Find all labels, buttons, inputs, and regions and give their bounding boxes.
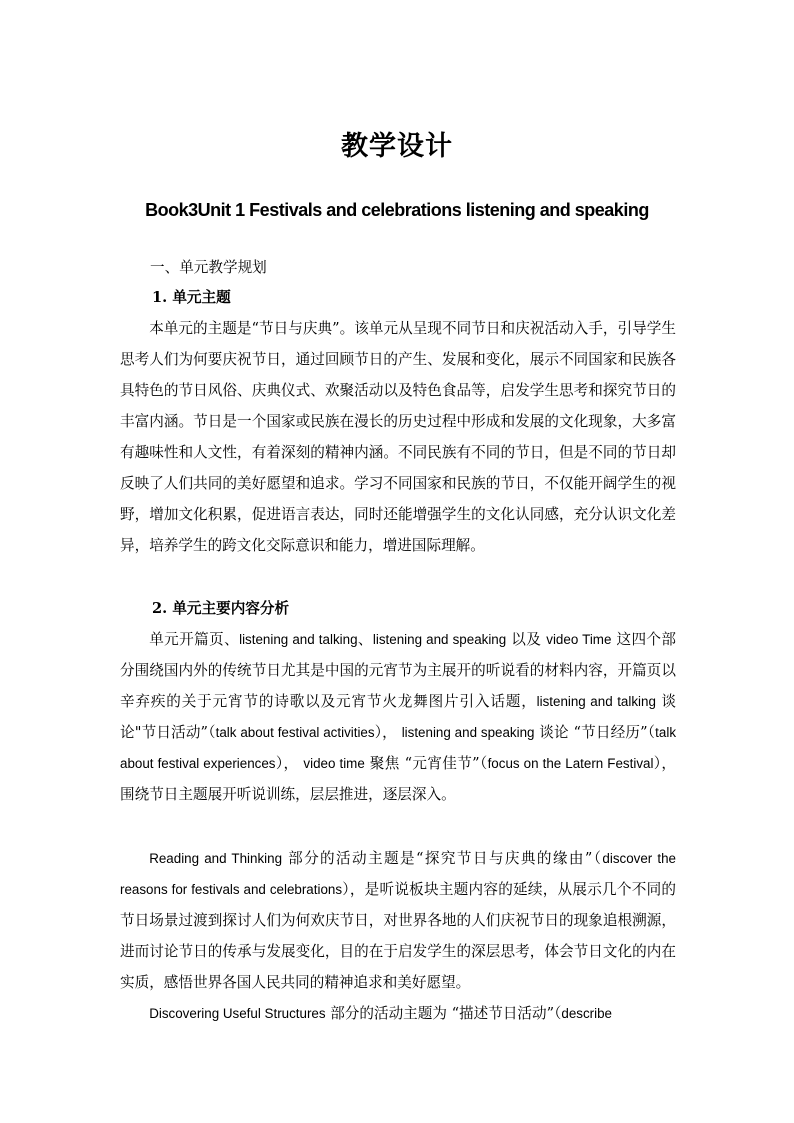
text-run: ），围绕节日主题展开听说训练，层层推进，逐层深入。: [120, 755, 677, 803]
text-run: ），是听说板块主题内容的延续，从展示几个不同的节日场景过渡到探讨人们为何欢庆节日，对世界各地的人们庆祝节日的现象追根溯源，进而讨论节日的传承与发展变化，目的在于启发学生的深层思考，体会节日文化的内在实质，感悟世界各国人民共同的精神追求和美好愿望。: [120, 881, 676, 991]
text-run: 单元开篇页、: [149, 631, 240, 648]
english-term: video Time: [546, 632, 612, 647]
subsection-heading-unit-theme: 1. 单元主题: [152, 289, 231, 306]
text-run: 以及: [506, 631, 547, 648]
text-run: 聚焦 “元宵佳节”（: [364, 755, 488, 772]
english-term: Reading and Thinking: [149, 851, 283, 866]
document-title: 教学设计: [341, 131, 453, 162]
text-run: 、: [357, 631, 373, 648]
english-term: talk about festival activities: [215, 725, 375, 740]
paragraph-discovering-structures: [120, 998, 676, 1029]
text-run: 谈论"节日活动”（: [120, 693, 676, 741]
english-term: listening and speaking: [401, 725, 535, 740]
subsection-heading-content-analysis: 2. 单元主要内容分析: [152, 600, 290, 617]
english-term: video time: [303, 756, 365, 771]
text-run: 这四个部分围绕国内外的传统节日尤其是中国的元宵节为主展开的听说看的材料内容，开篇页以辛弃疾的关于元宵节的诗歌以及元宵节火龙舞图片引入话题，: [120, 631, 677, 710]
text-run: ），: [275, 755, 304, 772]
english-term: discover the reasons for festivals and celebrations: [120, 851, 676, 897]
english-term: talk about festival experiences: [120, 725, 677, 771]
text-run: 部分的活动主题是“探究节日与庆典的缘由”（: [282, 850, 603, 867]
text-run: 部分的活动主题为 “描述节日活动”（: [325, 1005, 562, 1022]
paragraph-listening-speaking-overview: [120, 624, 676, 810]
paragraph-reading-thinking: [120, 843, 676, 998]
english-term: listening and talking: [239, 632, 358, 647]
english-term: listening and talking: [536, 694, 656, 709]
section-heading-unit-planning: 一、单元教学规划: [150, 259, 267, 276]
english-term: describe: [561, 1006, 612, 1021]
paragraph-unit-theme: 本单元的主题是“节日与庆典”。该单元从呈现不同节日和庆祝活动入手，引导学生思考人们为何要庆祝节日，通过回顾节日的产生、发展和变化，展示不同国家和民族各具特色的节日风俗、庆典仪式、欢聚活动以及特色食品等，启发学生思考和探究节日的丰富内涵。节日是一个国家或民族在漫长的历史过程中形成和发展的文化现象，大多富有趣味性和人文性，有着深刻的精神内涵。不同民族有不同的节日，但是不同的节日却反映了人们共同的美好愿望和追求。学习不同国家和民族的节日，不仅能开阔学生的视野，增加文化积累，促进语言表达，同时还能增强学生的文化认同感，充分认识文化差异，培养学生的跨文化交际意识和能力，增进国际理解。: [120, 320, 676, 554]
english-term: listening and speaking: [372, 632, 507, 647]
text-run: 谈论 “节日经历”（: [534, 724, 656, 741]
english-term: focus on the Latern Festival: [487, 756, 654, 771]
text-run: ），: [374, 724, 402, 741]
document-subtitle: Book3Unit 1 Festivals and celebrations listening and speaking: [145, 200, 649, 220]
english-term: Discovering Useful Structures: [149, 1006, 326, 1021]
